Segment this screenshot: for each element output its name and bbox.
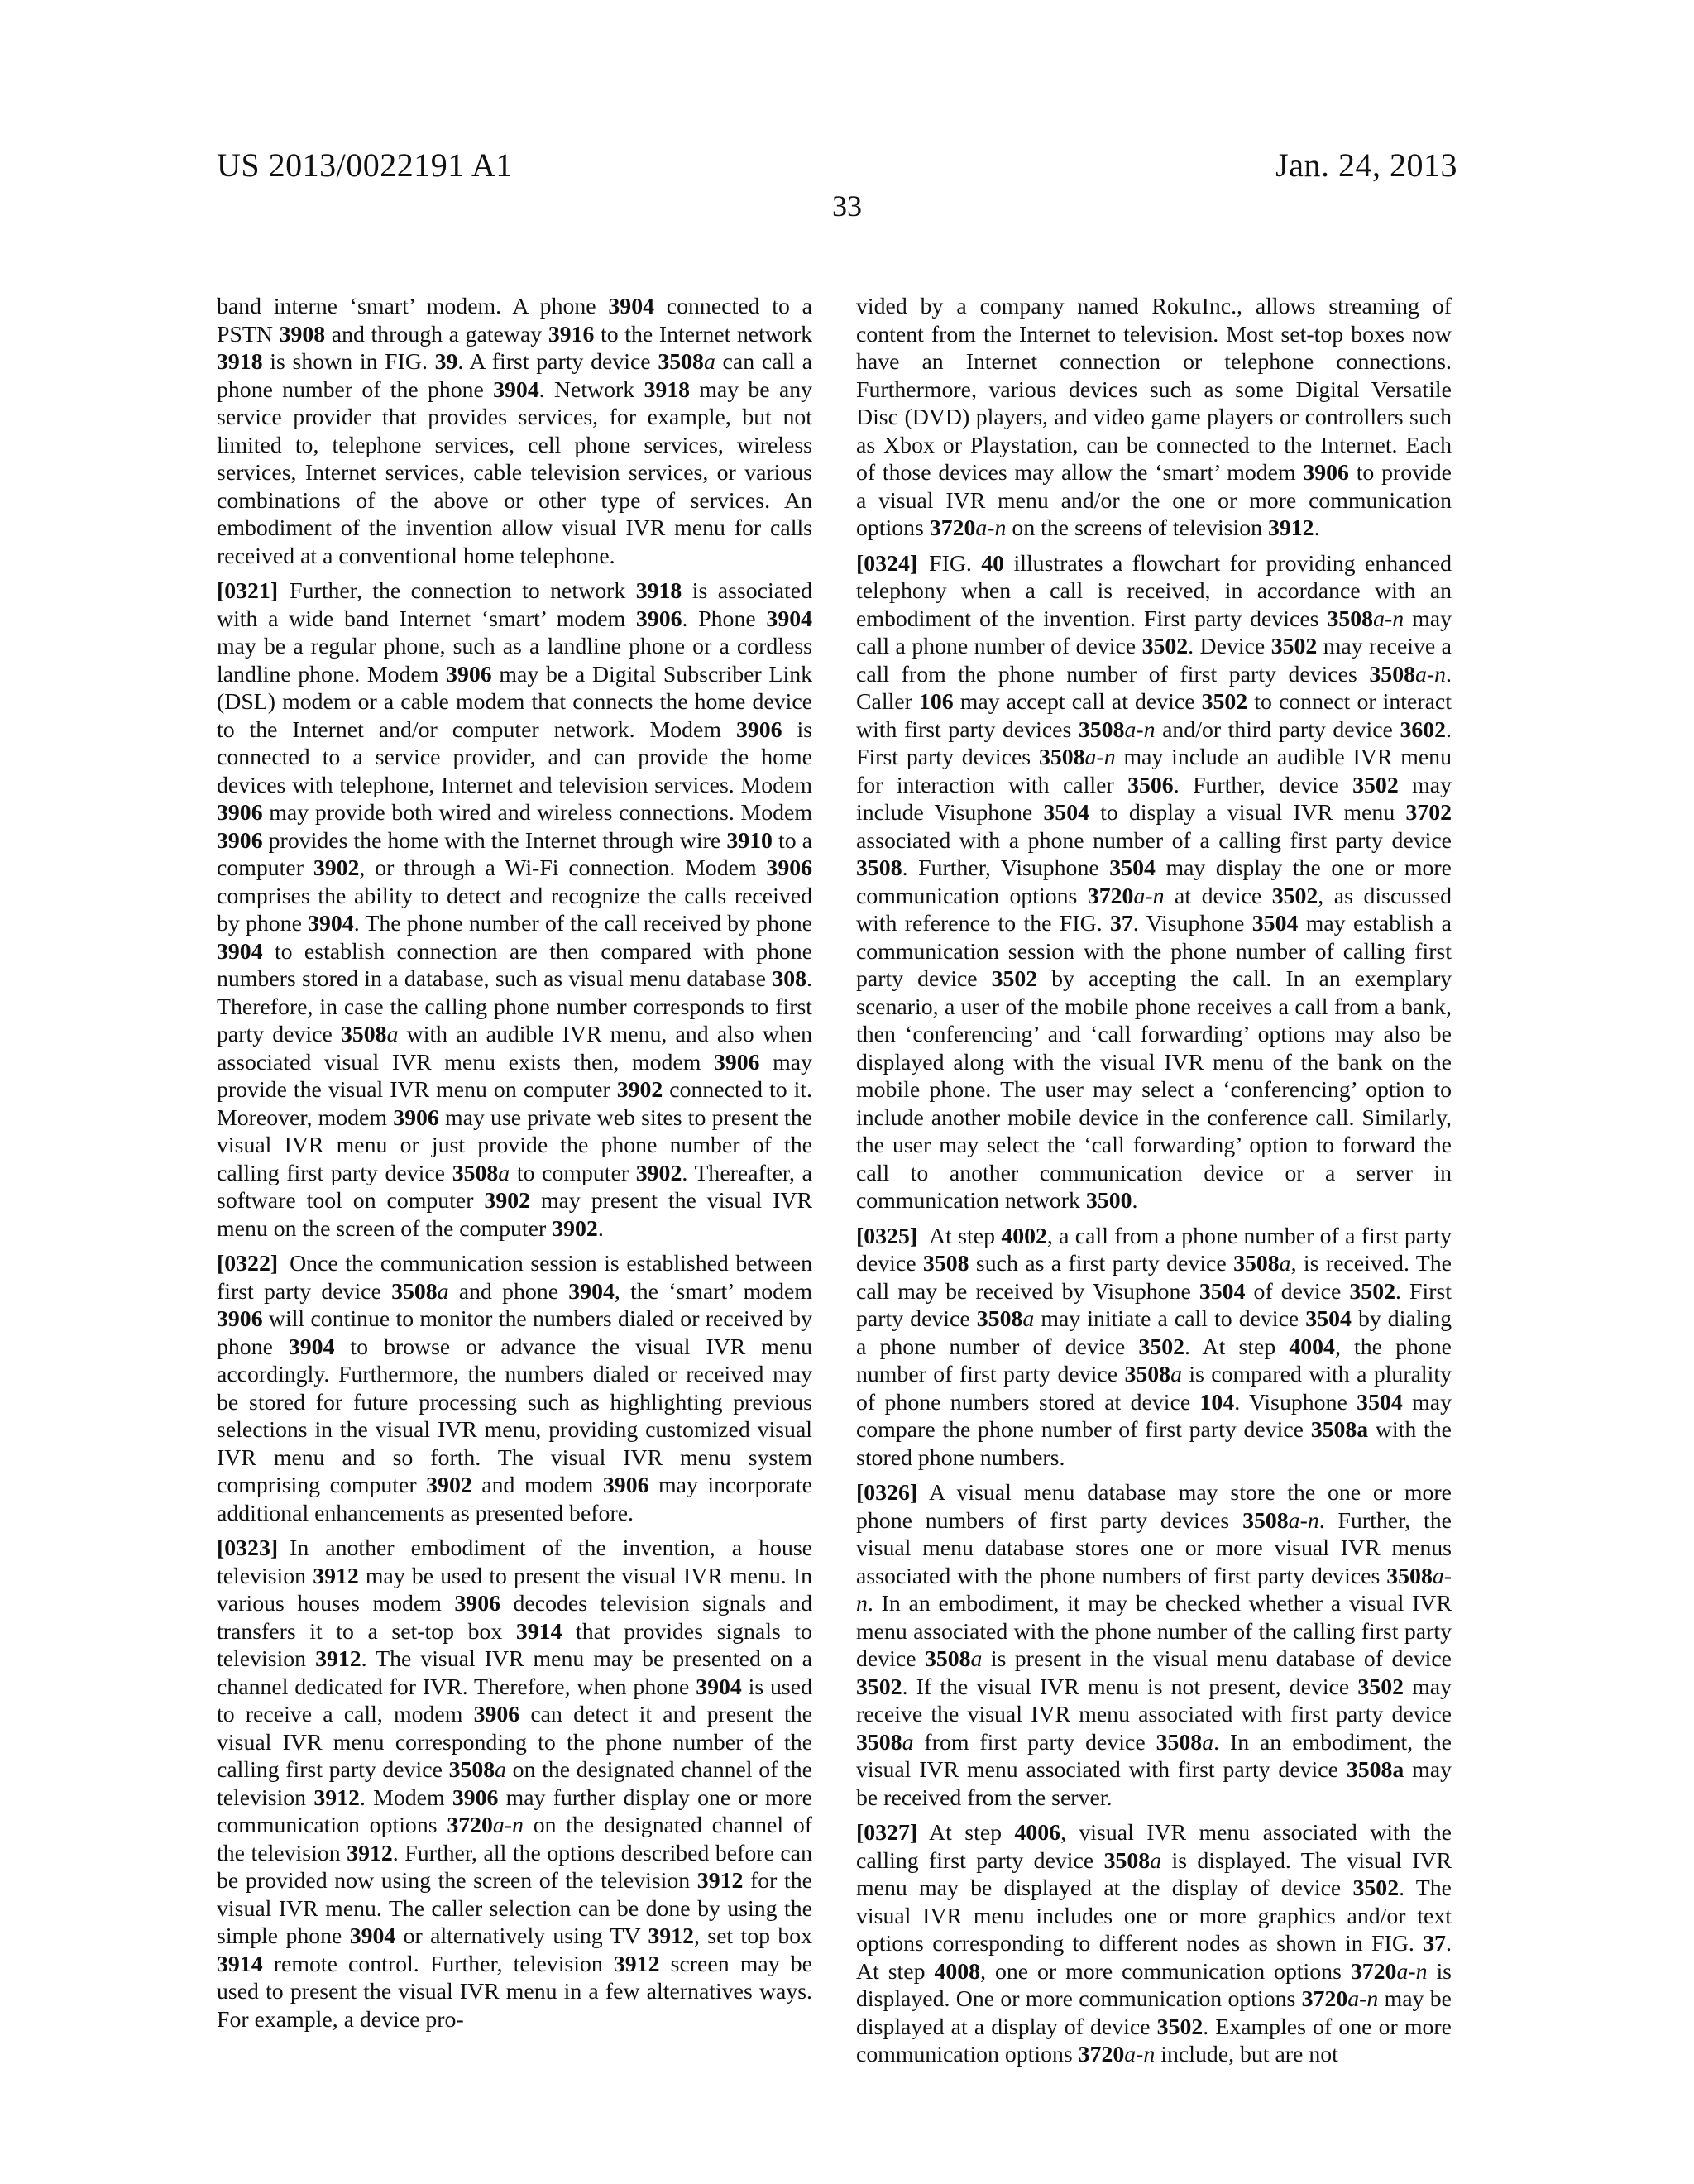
paragraph <box>856 1223 1452 1473</box>
paragraph-text: Further, the connection to network 3918 is associated with a wide band Internet ‘smart’ modem 3906. Phone 3904 may be a regular phone, such as a landline phone or a cordless landline phone. Modem 3906 may be a Digital Subscriber Link (DSL) modem or a cable modem that connects the home device to the Internet and/or computer network. Modem 3906 is connected to a service provider, and can provide the home devices with telephone, Internet and television services. Modem 3906 may provide both wired and wireless connections. Modem 3906 provides the home with the Internet through wire 3910 to a computer 3902, or through a Wi-Fi connection. Modem 3906 comprises the ability to detect and recognize the calls received by phone 3904. The phone number of the call received by phone 3904 to establish connection are then compared with phone numbers stored in a database, such as visual menu database 308. Therefore, in case the calling phone number corresponds to first party device 3508a with an audible IVR menu, and also when associated visual IVR menu exists then, modem 3906 may provide the visual IVR menu on computer 3902 connected to it. Moreover, modem 3906 may use private web sites to present the visual IVR menu or just provide the phone number of the calling first party device 3508a to computer 3902. Thereafter, a software tool on computer 3902 may present the visual IVR menu on the screen of the computer 3902. <box>217 578 813 1242</box>
publication-number: US 2013/0022191 A1 <box>217 146 513 184</box>
paragraph-number: [0322] <box>217 1251 279 1276</box>
paragraph-text: Once the communication session is established between first party device 3508a and phone 3904, the ‘smart’ modem 3906 will continue to monitor the numbers dialed or received by phone 3904 to browse or advance the visual IVR menu accordingly. Furthermore, the numbers dialed or received may be stored for future processing such as highlighting previous selections in the visual IVR menu, providing customized visual IVR menu and so forth. The visual IVR menu system comprising computer 3902 and modem 3906 may incorporate additional enhancements as presented before. <box>217 1251 812 1526</box>
paragraph-number: [0323] <box>217 1535 279 1561</box>
paragraph <box>217 1535 812 2033</box>
paragraph-number: [0326] <box>856 1480 918 1506</box>
right-text-column <box>856 293 1452 2076</box>
paragraph <box>217 1250 812 1527</box>
paragraph-number: [0324] <box>856 550 918 577</box>
paragraph-text: At step 4006, visual IVR menu associated with the calling first party device 3508a is displayed. The visual IVR menu may be displayed at the display of device 3502. The visual IVR menu includes one or more graphics and/or text options corresponding to different nodes as shown in FIG. 37. At step 4008, one or more communication options 3720a-n is displayed. One or more communication options 3720a-n may be displayed at a display of device 3502. Examples of one or more communication options 3720a-n include, but are not <box>856 1820 1452 2067</box>
paragraph <box>856 1819 1452 2069</box>
paragraph-text: At step 4002, a call from a phone number of a first party device 3508 such as a first party device 3508a, is received. The call may be received by Visuphone 3504 of device 3502. First party device 3508a may initiate a call to device 3504 by dialing a phone number of device 3502. At step 4004, the phone number of first party device 3508a is compared with a plurality of phone numbers stored at device 104. Visuphone 3504 may compare the phone number of first party device 3508a with the stored phone numbers. <box>856 1223 1452 1471</box>
paragraph <box>856 1479 1452 1812</box>
paragraph-text: In another embodiment of the invention, a house television 3912 may be used to present the visual IVR menu. In various houses modem 3906 decodes television signals and transfers it to a set-top box 3914 that provides signals to television 3912. The visual IVR menu may be presented on a channel dedicated for IVR. Therefore, when phone 3904 is used to receive a call, modem 3906 can detect it and present the visual IVR menu corresponding to the phone number of the calling first party device 3508a on the designated channel of the television 3912. Modem 3906 may further display one or more communication options 3720a-n on the designated channel of the television 3912. Further, all the options described before can be provided now using the screen of the television 3912 for the visual IVR menu. The caller selection can be done by using the simple phone 3904 or alternatively using TV 3912, set top box 3914 remote control. Further, television 3912 screen may be used to present the visual IVR menu in a few alternatives ways. For example, a device pro- <box>217 1535 813 2033</box>
paragraph-text: FIG. 40 illustrates a flowchart for providing enhanced telephony when a call is received, in accordance with an embodiment of the invention. First party devices 3508a-n may call a phone number of device 3502. Device 3502 may receive a call from the phone number of first party devices 3508a-n. Caller 106 may accept call at device 3502 to connect or interact with first party devices 3508a-n and/or third party device 3602. First party devices 3508a-n may include an audible IVR menu for interaction with caller 3506. Further, device 3502 may include Visuphone 3504 to display a visual IVR menu 3702 associated with a phone number of a calling first party device 3508. Further, Visuphone 3504 may display the one or more communication options 3720a-n at device 3502, as discussed with reference to the FIG. 37. Visuphone 3504 may establish a communication session with the phone number of calling first party device 3502 by accepting the call. In an exemplary scenario, a user of the mobile phone receives a call from a bank, then ‘conferencing’ and ‘call forwarding’ options may also be displayed along with the visual IVR menu of the bank on the mobile phone. The user may select a ‘conferencing’ option to include another mobile device in the conference call. Similarly, the user may select the ‘call forwarding’ option to forward the call to another communication device or a server in communication network 3500. <box>856 550 1452 1214</box>
paragraph-number: [0321] <box>217 578 279 604</box>
paragraph-text: band interne ‘smart’ modem. A phone 3904 connected to a PSTN 3908 and through a gateway 3916 to the Internet network 3918 is shown in FIG. 39. A first party device 3508a can call a phone number of the phone 3904. Network 3918 may be any service provider that provides services, for example, but not limited to, telephone services, cell phone services, wireless services, Internet services, cable television services, or various combinations of the above or other type of services. An embodiment of the invention allow visual IVR menu for calls received at a conventional home telephone. <box>217 294 812 569</box>
left-text-column <box>217 293 812 2041</box>
paragraph-number: [0327] <box>856 1820 918 1846</box>
page-number: 33 <box>832 189 862 223</box>
publication-date: Jan. 24, 2013 <box>1275 146 1457 184</box>
paragraph <box>856 293 1452 543</box>
paragraph-text: vided by a company named RokuInc., allows streaming of content from the Internet to television. Most set-top boxes now have an Internet connection or telephone connections. Furthermore, various devices such as some Digital Versatile Disc (DVD) players, and video game players or controllers such as Xbox or Playstation, can be connected to the Internet. Each of those devices may allow the ‘smart’ modem 3906 to provide a visual IVR menu and/or the one or more communication options 3720a-n on the screens of television 3912. <box>856 294 1452 541</box>
paragraph <box>217 293 812 570</box>
paragraph <box>856 550 1452 1215</box>
paragraph-text: A visual menu database may store the one or more phone numbers of first party devices 3508a-n. Further, the visual menu database stores one or more visual IVR menus associated with the phone numbers of first party devices 3508a-n. In an embodiment, it may be checked whether a visual IVR menu associated with the phone number of the calling first party device 3508a is present in the visual menu database of device 3502. If the visual IVR menu is not present, device 3502 may receive the visual IVR menu associated with first party device 3508a from first party device 3508a. In an embodiment, the visual IVR menu associated with first party device 3508a may be received from the server. <box>856 1480 1452 1811</box>
paragraph-number: [0325] <box>856 1223 918 1249</box>
paragraph <box>217 577 812 1243</box>
